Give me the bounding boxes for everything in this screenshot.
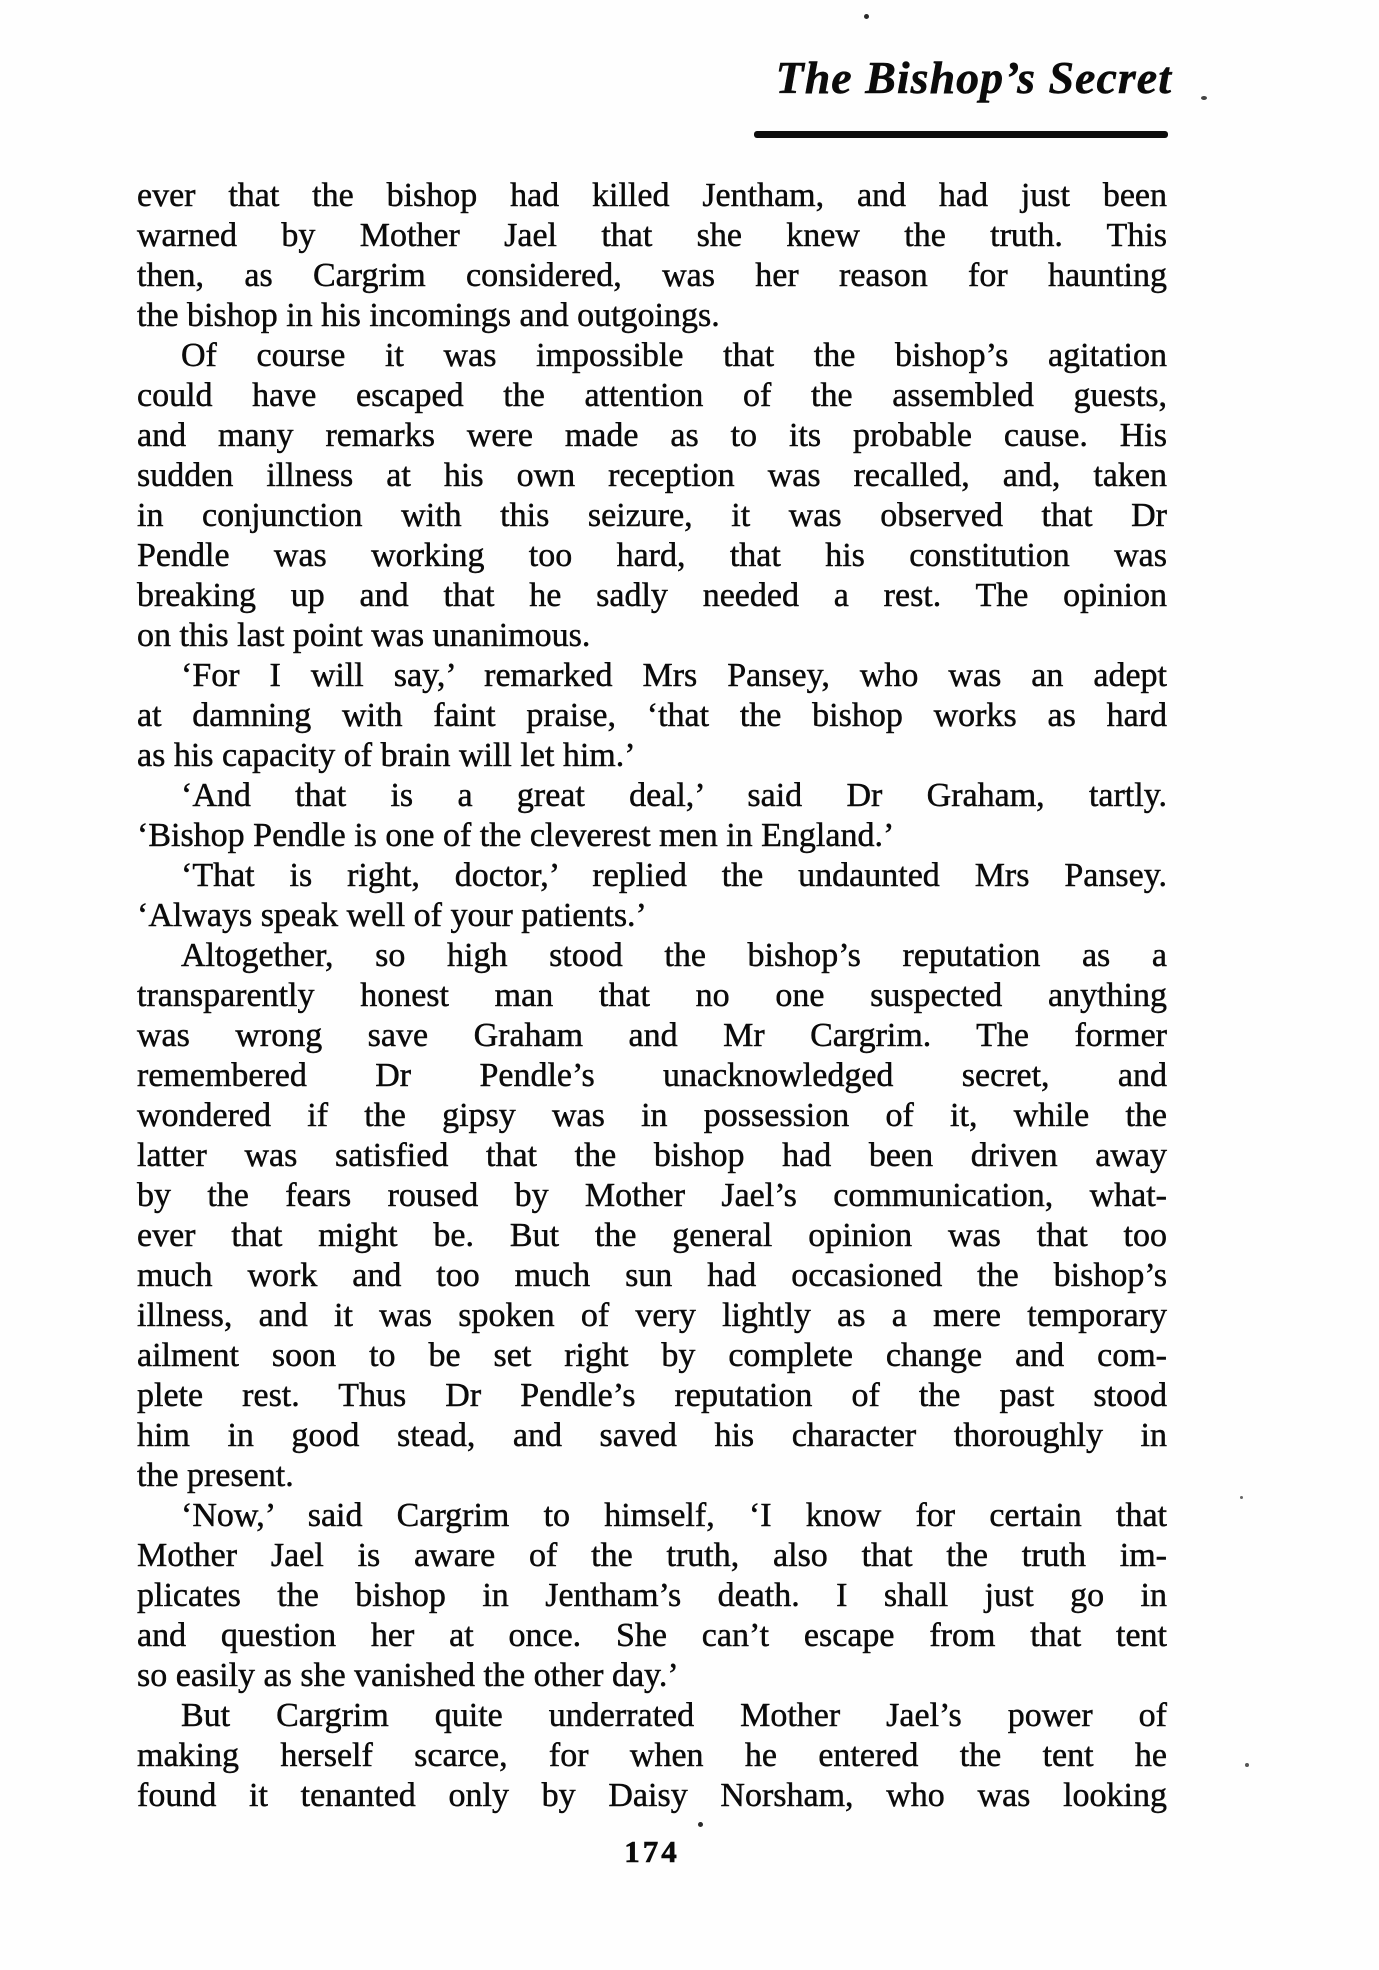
running-header-title: The Bishop’s Secret (775, 52, 1172, 103)
text-line: latter was satisfied that the bishop had been driven away (137, 1137, 1167, 1174)
text-line: transparently honest man that no one suspected anything (137, 977, 1167, 1014)
text-line: ever that the bishop had killed Jentham, and had just been (137, 177, 1167, 214)
text-line: Mother Jael is aware of the truth, also that the truth im- (137, 1537, 1167, 1574)
text-line: making herself scarce, for when he entered the tent he (137, 1737, 1167, 1774)
text-line: ‘Always speak well of your patients.’ (137, 897, 647, 934)
text-line: then, as Cargrim considered, was her reason for haunting (137, 257, 1167, 294)
ink-speck (698, 1822, 703, 1827)
header-rule (754, 131, 1168, 138)
text-line: ailment soon to be set right by complete change and com- (137, 1337, 1167, 1374)
ink-speck (1240, 1496, 1243, 1499)
text-line: Of course it was impossible that the bishop’s agitation (181, 337, 1167, 374)
text-line: could have escaped the attention of the assembled guests, (137, 377, 1167, 414)
text-line: Pendle was working too hard, that his constitution was (137, 537, 1167, 574)
page-body (137, 176, 1167, 1816)
text-line: and question her at once. She can’t escape from that tent (137, 1617, 1167, 1654)
text-line: ‘That is right, doctor,’ replied the undaunted Mrs Pansey. (181, 857, 1167, 894)
text-line: ‘Now,’ said Cargrim to himself, ‘I know for certain that (181, 1497, 1167, 1534)
ink-speck (864, 14, 869, 19)
text-line: ‘Bishop Pendle is one of the cleverest men in England.’ (137, 817, 895, 854)
text-line: at damning with faint praise, ‘that the bishop works as hard (137, 697, 1167, 734)
text-line: as his capacity of brain will let him.’ (137, 737, 636, 774)
text-line: in conjunction with this seizure, it was observed that Dr (137, 497, 1167, 534)
ink-speck (1245, 1763, 1249, 1767)
text-line: wondered if the gipsy was in possession of it, while the (137, 1097, 1167, 1134)
text-line: so easily as she vanished the other day.’ (137, 1657, 679, 1694)
text-line: on this last point was unanimous. (137, 617, 591, 654)
text-line: Altogether, so high stood the bishop’s reputation as a (181, 937, 1167, 974)
page-number: 174 (624, 1834, 680, 1869)
text-line: the bishop in his incomings and outgoings. (137, 297, 720, 334)
text-line: sudden illness at his own reception was recalled, and, taken (137, 457, 1167, 494)
text-line: remembered Dr Pendle’s unacknowledged secret, and (137, 1057, 1167, 1094)
text-line: illness, and it was spoken of very lightly as a mere temporary (137, 1297, 1167, 1334)
text-line: breaking up and that he sadly needed a rest. The opinion (137, 577, 1167, 614)
text-line: much work and too much sun had occasioned the bishop’s (137, 1257, 1167, 1294)
text-line: him in good stead, and saved his character thoroughly in (137, 1417, 1167, 1454)
text-line: ‘And that is a great deal,’ said Dr Graham, tartly. (181, 777, 1167, 814)
text-line: ever that might be. But the general opinion was that too (137, 1217, 1167, 1254)
ink-speck (1201, 96, 1207, 100)
text-line: by the fears roused by Mother Jael’s communication, what- (137, 1177, 1167, 1214)
text-line: ‘For I will say,’ remarked Mrs Pansey, who was an adept (181, 657, 1167, 694)
text-line: warned by Mother Jael that she knew the truth. This (137, 217, 1167, 254)
text-line: the present. (137, 1457, 294, 1494)
text-line: and many remarks were made as to its probable cause. His (137, 417, 1167, 454)
text-line: was wrong save Graham and Mr Cargrim. The former (137, 1017, 1167, 1054)
text-line: plicates the bishop in Jentham’s death. I shall just go in (137, 1577, 1167, 1614)
text-line: found it tenanted only by Daisy Norsham, who was looking (137, 1777, 1167, 1814)
text-line: plete rest. Thus Dr Pendle’s reputation of the past stood (137, 1377, 1167, 1414)
text-line: But Cargrim quite underrated Mother Jael’s power of (181, 1697, 1167, 1734)
